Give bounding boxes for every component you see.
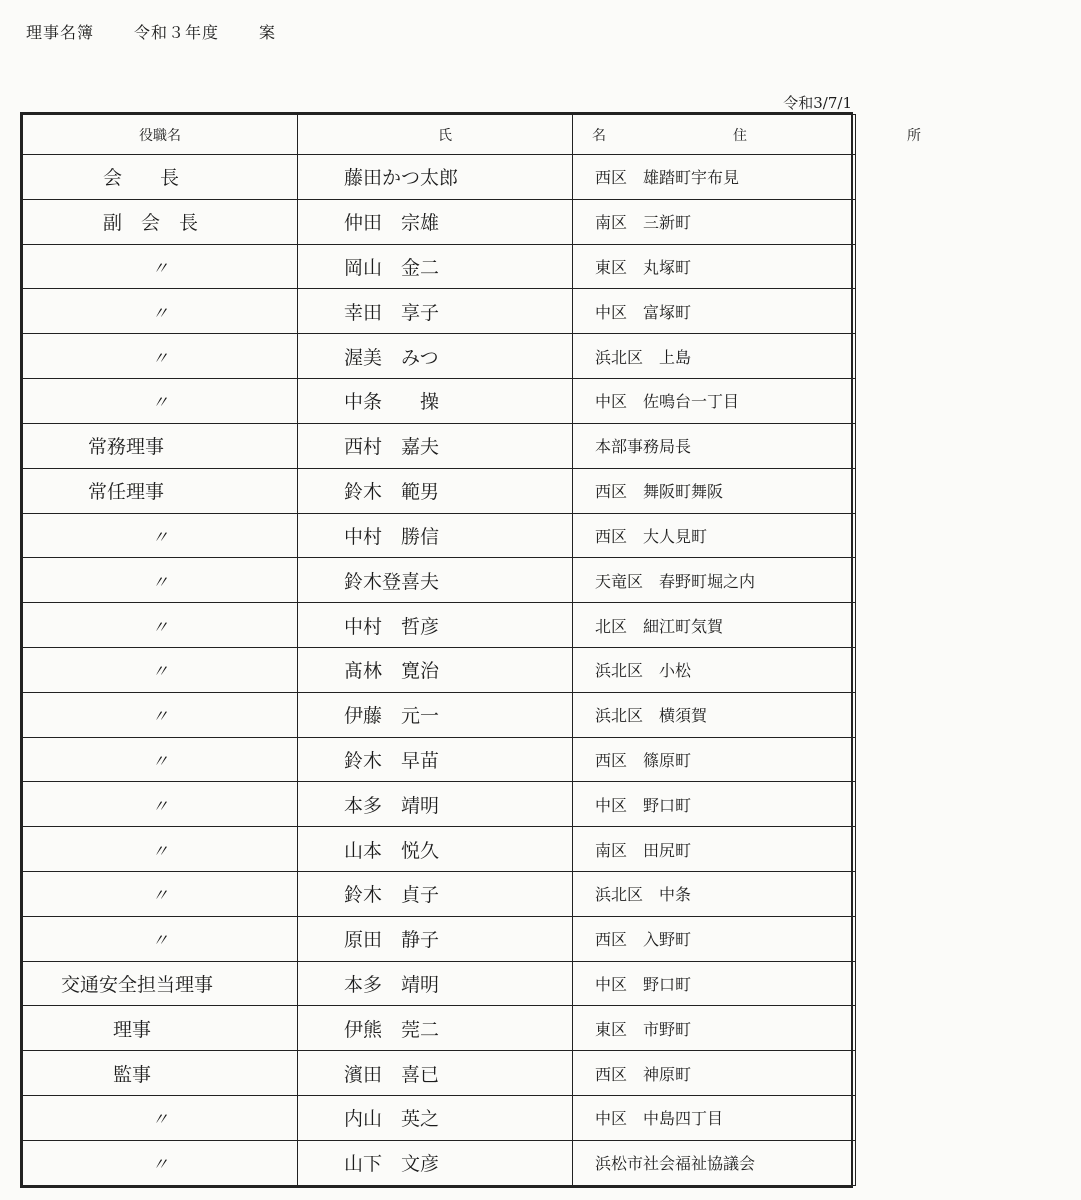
address-cell: 東区 市野町	[573, 1006, 856, 1051]
address-cell: 西区 神原町	[573, 1051, 856, 1096]
table-row	[23, 827, 856, 872]
name-cell: 鈴木 貞子	[298, 872, 573, 917]
table-row	[23, 199, 856, 244]
role-cell: 〃	[23, 513, 298, 558]
name-cell: 本多 靖明	[298, 782, 573, 827]
table-header-row	[23, 115, 856, 155]
address-cell: 北区 細江町気賀	[573, 603, 856, 648]
name-cell: 藤田かつ太郎	[298, 155, 573, 200]
name-cell: 中条 操	[298, 379, 573, 424]
name-cell: 岡山 金二	[298, 244, 573, 289]
address-cell: 南区 田尻町	[573, 827, 856, 872]
role-cell: 常務理事	[23, 423, 298, 468]
table-row	[23, 379, 856, 424]
role-cell: 〃	[23, 692, 298, 737]
column-header-role: 役職名	[23, 115, 298, 155]
role-cell: 副 会 長	[23, 199, 298, 244]
role-cell: 〃	[23, 737, 298, 782]
address-cell: 西区 篠原町	[573, 737, 856, 782]
table-row	[23, 558, 856, 603]
table-row	[23, 513, 856, 558]
address-cell: 南区 三新町	[573, 199, 856, 244]
column-header-name: 氏名	[298, 115, 573, 155]
name-cell: 髙林 寛治	[298, 647, 573, 692]
address-cell: 本部事務局長	[573, 423, 856, 468]
address-cell: 浜北区 横須賀	[573, 692, 856, 737]
address-cell: 西区 大人見町	[573, 513, 856, 558]
address-cell: 中区 富塚町	[573, 289, 856, 334]
name-cell: 原田 静子	[298, 916, 573, 961]
role-cell: 〃	[23, 289, 298, 334]
role-cell: 〃	[23, 872, 298, 917]
name-cell: 鈴木 範男	[298, 468, 573, 513]
role-cell: 〃	[23, 647, 298, 692]
address-cell: 中区 佐鳴台一丁目	[573, 379, 856, 424]
role-cell: 〃	[23, 244, 298, 289]
role-cell: 〃	[23, 603, 298, 648]
role-cell: 〃	[23, 782, 298, 827]
table-row	[23, 1051, 856, 1096]
name-cell: 伊熊 莞二	[298, 1006, 573, 1051]
role-cell: 会 長	[23, 155, 298, 200]
name-cell: 内山 英之	[298, 1096, 573, 1141]
role-cell: 常任理事	[23, 468, 298, 513]
column-header-address: 住所	[573, 115, 856, 155]
role-cell: 交通安全担当理事	[23, 961, 298, 1006]
address-cell: 浜北区 中条	[573, 872, 856, 917]
table-row	[23, 244, 856, 289]
role-cell: 監事	[23, 1051, 298, 1096]
role-cell: 〃	[23, 558, 298, 603]
table-row	[23, 289, 856, 334]
role-cell: 〃	[23, 1140, 298, 1185]
name-cell: 山本 悦久	[298, 827, 573, 872]
address-cell: 浜松市社会福祉協議会	[573, 1140, 856, 1185]
document-date: 令和3/7/1	[783, 94, 852, 112]
name-cell: 伊藤 元一	[298, 692, 573, 737]
address-cell: 浜北区 上島	[573, 334, 856, 379]
name-cell: 中村 哲彦	[298, 603, 573, 648]
address-cell: 中区 野口町	[573, 961, 856, 1006]
name-cell: 中村 勝信	[298, 513, 573, 558]
table-row	[23, 334, 856, 379]
name-cell: 本多 靖明	[298, 961, 573, 1006]
name-cell: 西村 嘉夫	[298, 423, 573, 468]
table-row	[23, 692, 856, 737]
address-cell: 中区 野口町	[573, 782, 856, 827]
table-row	[23, 1096, 856, 1141]
page-title: 理事名簿	[26, 23, 95, 42]
address-cell: 天竜区 春野町堀之内	[573, 558, 856, 603]
address-cell: 浜北区 小松	[573, 647, 856, 692]
address-cell: 西区 雄踏町宇布見	[573, 155, 856, 200]
name-cell: 渥美 みつ	[298, 334, 573, 379]
table-row	[23, 872, 856, 917]
roster-table-frame	[20, 112, 1081, 1188]
role-cell: 〃	[23, 827, 298, 872]
table-row	[23, 782, 856, 827]
name-cell: 仲田 宗雄	[298, 199, 573, 244]
table-row	[23, 961, 856, 1006]
table-row	[23, 647, 856, 692]
table-row	[23, 468, 856, 513]
role-cell: 〃	[23, 379, 298, 424]
address-cell: 西区 舞阪町舞阪	[573, 468, 856, 513]
role-cell: 理事	[23, 1006, 298, 1051]
name-cell: 濱田 喜已	[298, 1051, 573, 1096]
role-cell: 〃	[23, 1096, 298, 1141]
table-row	[23, 1006, 856, 1051]
role-cell: 〃	[23, 334, 298, 379]
roster-table	[22, 114, 1081, 1186]
draft-mark: 案	[259, 23, 277, 42]
address-cell: 中区 中島四丁目	[573, 1096, 856, 1141]
name-cell: 鈴木 早苗	[298, 737, 573, 782]
table-row	[23, 916, 856, 961]
table-row	[23, 1140, 856, 1185]
address-cell: 東区 丸塚町	[573, 244, 856, 289]
fiscal-year: 令和３年度	[134, 23, 220, 42]
page-header	[26, 20, 276, 43]
name-cell: 幸田 享子	[298, 289, 573, 334]
table-row	[23, 603, 856, 648]
name-cell: 鈴木登喜夫	[298, 558, 573, 603]
table-row	[23, 737, 856, 782]
table-row	[23, 155, 856, 200]
role-cell: 〃	[23, 916, 298, 961]
address-cell: 西区 入野町	[573, 916, 856, 961]
table-row	[23, 423, 856, 468]
name-cell: 山下 文彦	[298, 1140, 573, 1185]
